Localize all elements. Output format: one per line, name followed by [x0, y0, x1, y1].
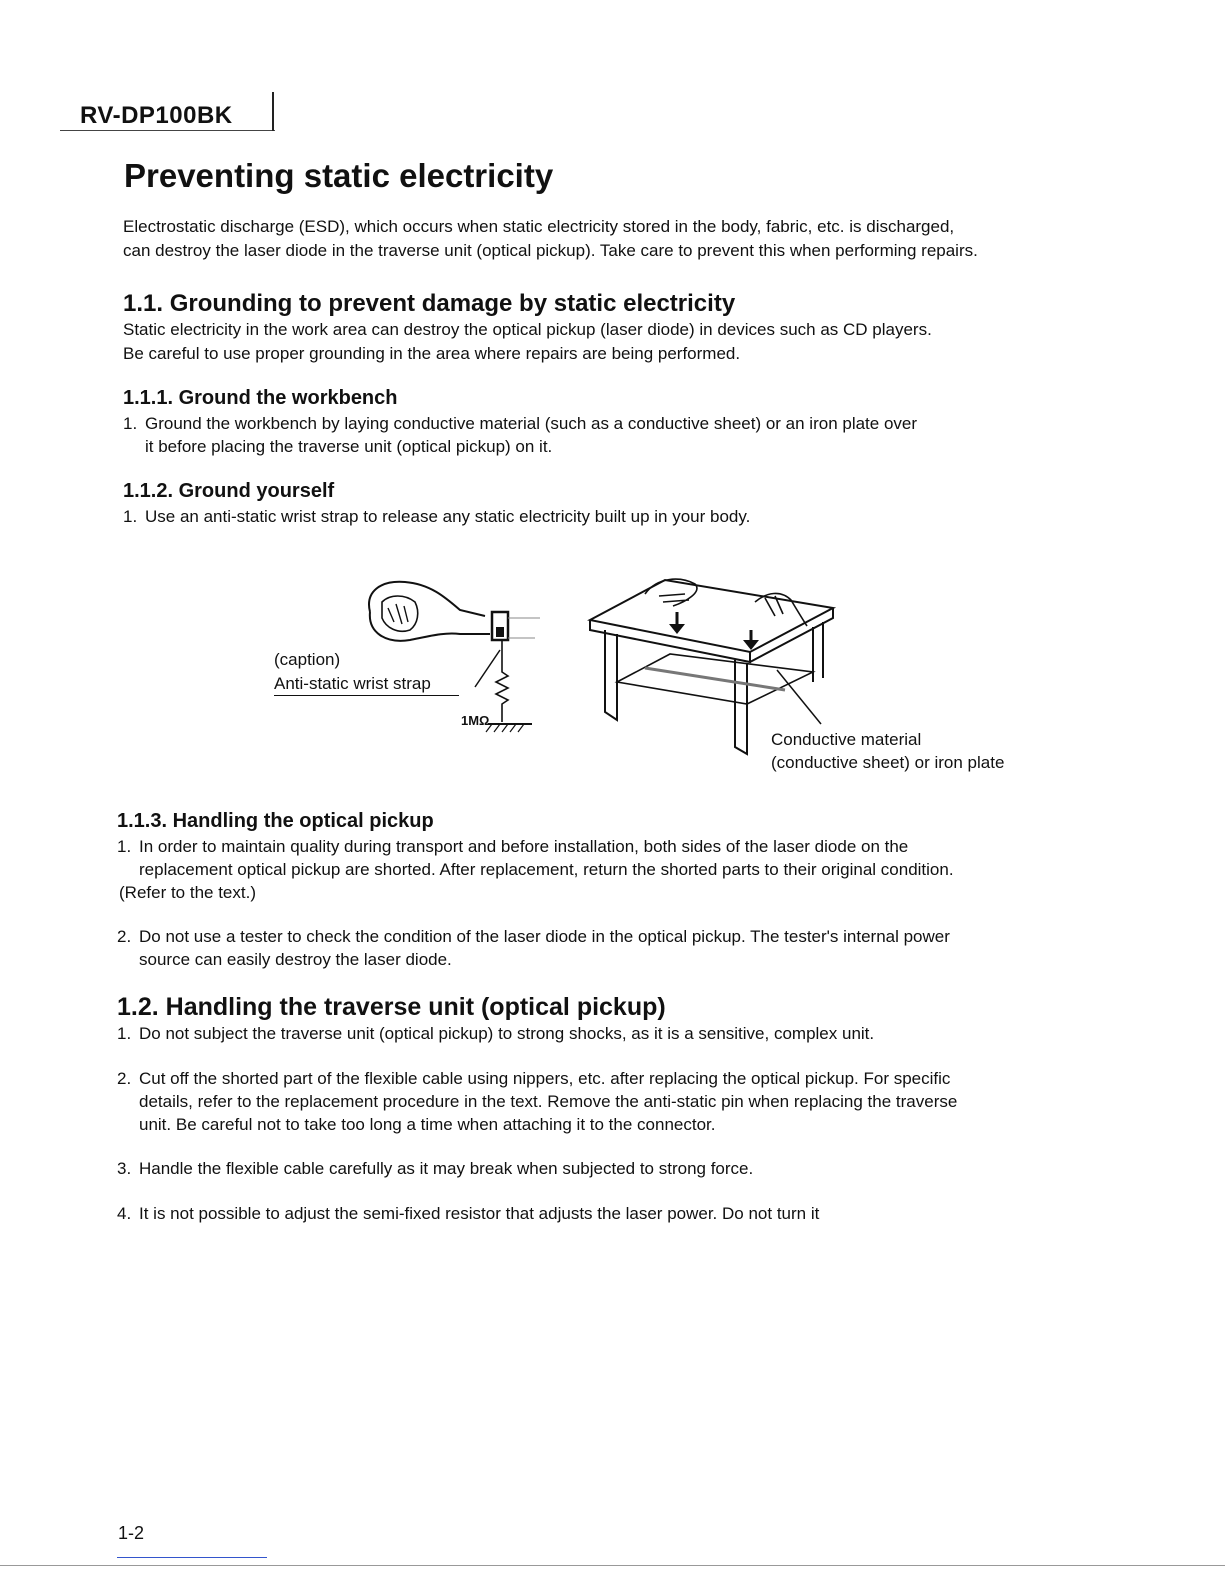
footer-underline — [117, 1557, 267, 1558]
item-text: It is not possible to adjust the semi-fixed resistor that adjusts the laser power. Do not turn it — [139, 1204, 820, 1223]
page-title: Preventing static electricity — [124, 157, 554, 194]
header-divider — [272, 92, 274, 131]
list-item — [117, 925, 1077, 971]
figure-caption: (caption) — [274, 650, 341, 669]
resistor-label: 1MΩ — [461, 713, 490, 728]
item-number: 2. — [117, 927, 132, 946]
text-line: Be careful to use proper grounding in the area where repairs are being performed. — [123, 344, 741, 363]
item-text: Cut off the shorted part of the flexible cable using nippers, etc. after replacing the optical pickup. For specific — [139, 1069, 951, 1088]
item-number: 1. — [123, 414, 138, 433]
item-text: it before placing the traverse unit (optical pickup) on it. — [145, 437, 553, 456]
list-item — [117, 1157, 1077, 1180]
list-item — [117, 1022, 1077, 1045]
item-text: Do not subject the traverse unit (optical pickup) to strong shocks, as it is a sensitive, complex unit. — [139, 1024, 875, 1043]
list-item — [117, 835, 1077, 904]
item-text: source can easily destroy the laser diode. — [139, 950, 452, 969]
section-1-1-text — [123, 318, 1083, 366]
item-text: Ground the workbench by laying conductive material (such as a conductive sheet) or an iron plate over — [145, 414, 918, 433]
section-1-2-heading: 1.2. Handling the traverse unit (optical pickup) — [117, 993, 666, 1021]
list-item — [117, 1067, 1077, 1136]
item-number: 3. — [117, 1159, 132, 1178]
section-1-1-heading: 1.1. Grounding to prevent damage by static electricity — [123, 290, 736, 317]
item-text: In order to maintain quality during transport and before installation, both sides of the laser diode on the — [139, 837, 909, 856]
item-text: Use an anti-static wrist strap to release any static electricity built up in your body. — [145, 507, 751, 526]
header-rule — [60, 130, 275, 131]
footer-rule — [0, 1565, 1225, 1566]
item-text: Do not use a tester to check the condition of the laser diode in the optical pickup. The tester's internal power — [139, 927, 950, 946]
section-1-1-1-heading: 1.1.1. Ground the workbench — [123, 387, 398, 409]
item-number: 1. — [123, 507, 138, 526]
item-text: details, refer to the replacement procedure in the text. Remove the anti-static pin when replacing the traverse — [139, 1092, 958, 1111]
item-text: unit. Be careful not to take too long a time when attaching it to the connector. — [139, 1115, 716, 1134]
list-item — [123, 412, 1083, 458]
section-1-1-3-heading: 1.1.3. Handling the optical pickup — [117, 810, 434, 832]
list-item — [123, 505, 1083, 528]
item-text: replacement optical pickup are shorted. After replacement, return the shorted parts to their original condition. — [139, 860, 954, 879]
item-text: (Refer to the text.) — [119, 883, 256, 902]
model-number: RV-DP100BK — [80, 102, 233, 129]
page-number: 1-2 — [118, 1523, 145, 1543]
item-number: 1. — [117, 1024, 132, 1043]
section-1-1-2-heading: 1.1.2. Ground yourself — [123, 480, 335, 502]
intro-paragraph — [123, 215, 1083, 263]
text-line: Static electricity in the work area can destroy the optical pickup (laser diode) in devices such as CD players. — [123, 320, 932, 339]
item-number: 2. — [117, 1069, 132, 1088]
conductive-label-line: (conductive sheet) or iron plate — [771, 753, 1005, 772]
conductive-label — [771, 728, 1004, 774]
item-number: 4. — [117, 1204, 132, 1223]
intro-line: Electrostatic discharge (ESD), which occurs when static electricity stored in the body, fabric, etc. is discharged, — [123, 217, 955, 236]
item-number: 1. — [117, 837, 132, 856]
intro-line: can destroy the laser diode in the traverse unit (optical pickup). Take care to prevent this when performing repairs. — [123, 241, 978, 260]
conductive-label-line: Conductive material — [771, 730, 922, 749]
item-text: Handle the flexible cable carefully as it may break when subjected to strong force. — [139, 1159, 754, 1178]
list-item — [117, 1202, 1077, 1225]
wrist-strap-label: Anti-static wrist strap — [274, 672, 459, 696]
